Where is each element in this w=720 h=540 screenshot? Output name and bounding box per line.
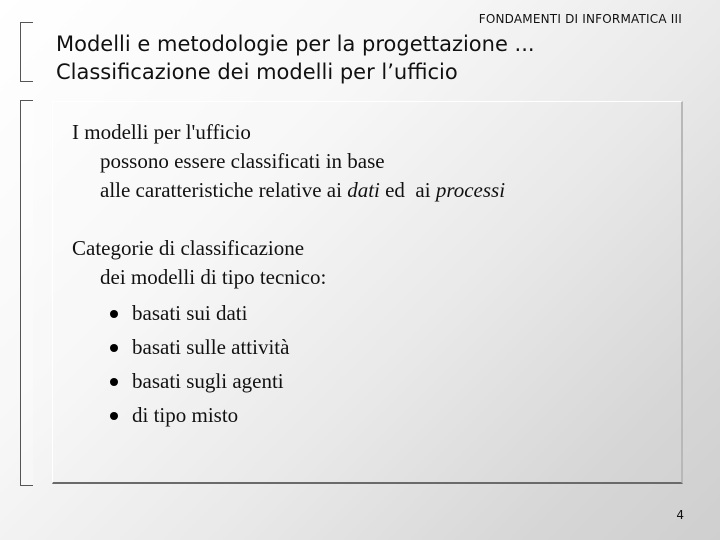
para1-line3-mid: ed ai: [379, 178, 436, 202]
list-item-label: basati sulle attività: [132, 335, 290, 359]
bullet-dot-icon: [110, 310, 118, 318]
slide-title-line1: Modelli e metodologie per la progettazione ...: [56, 32, 535, 56]
slide-title: [56, 30, 535, 86]
bullet-dot-icon: [110, 412, 118, 420]
slide-title-line2: Classificazione dei modelli per l’ufficio: [56, 60, 458, 84]
list-item: [104, 364, 505, 398]
title-bracket: [20, 22, 33, 82]
para1-line3: [72, 176, 505, 205]
emphasis-processi: processi: [435, 178, 506, 202]
para2-line1: Categorie di classificazione: [72, 236, 305, 260]
para1-line1: I modelli per l'ufficio: [72, 120, 251, 144]
course-header: FONDAMENTI DI INFORMATICA III: [478, 12, 682, 26]
list-item-label: di tipo misto: [132, 403, 239, 427]
list-item: [104, 296, 505, 330]
para1-line3-text: alle caratteristiche relative ai: [100, 178, 348, 202]
list-item-label: basati sui dati: [132, 301, 248, 325]
bullet-dot-icon: [110, 378, 118, 386]
classification-list: [72, 296, 505, 432]
para1-line2: possono essere classificati in base: [100, 149, 385, 173]
page-number: 4: [676, 508, 684, 522]
para2-line2: dei modelli di tipo tecnico:: [100, 265, 327, 289]
spacer: [72, 205, 505, 234]
emphasis-dati: dati: [347, 178, 380, 202]
list-item-label: basati sugli agenti: [132, 369, 284, 393]
body-bracket: [20, 100, 33, 486]
slide-body: [72, 118, 505, 432]
bullet-dot-icon: [110, 344, 118, 352]
list-item: [104, 330, 505, 364]
list-item: [104, 398, 505, 432]
